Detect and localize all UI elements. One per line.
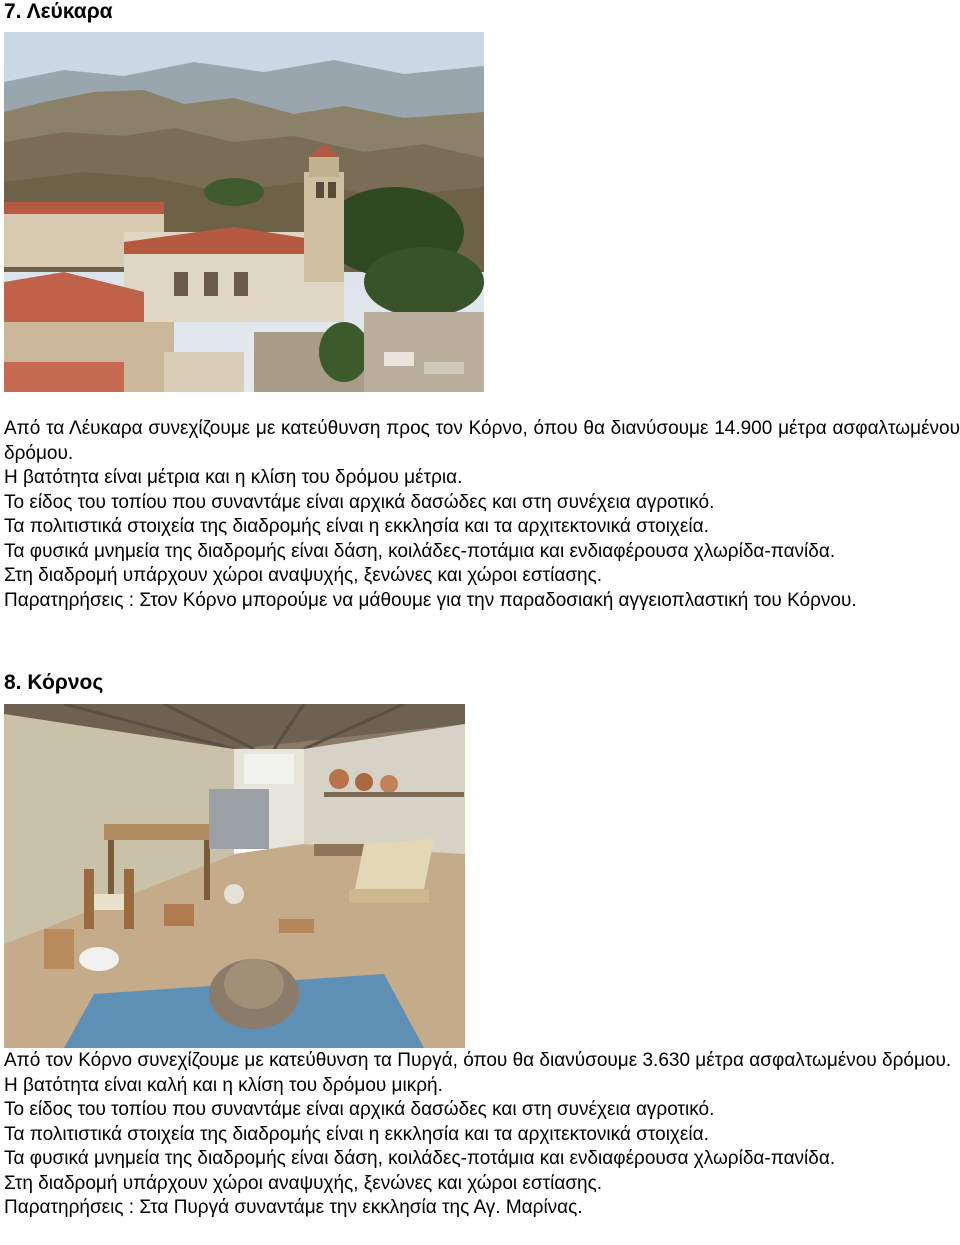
route-distance-line: Από τον Κόρνο συνεχίζουμε με κατεύθυνση τα Πυργά, όπου θα διανύσουμε 3.630 μέτρα ασφαλτωμένου δρόμου. <box>4 1050 952 1071</box>
amenities-line: Στη διαδρομή υπάρχουν χώροι αναψυχής, ξενώνες και χώροι εστίασης. <box>4 565 603 586</box>
road-condition-line: Η βατότητα είναι καλή και η κλίση του δρόμου μικρή. <box>4 1074 443 1096</box>
amenities-line: Στη διαδρομή υπάρχουν χώροι αναψυχής, ξενώνες και χώροι εστίασης. <box>4 1172 603 1194</box>
road-condition-line: Η βατότητα είναι μέτρια και η κλίση του δρόμου μέτρια. <box>4 467 463 488</box>
section-heading-kornos: 8. Κόρνος <box>4 671 104 694</box>
natural-monuments-line: Τα φυσικά μνημεία της διαδρομής είναι δάση, κοιλάδες-ποτάμια και ενδιαφέρουσα χλωρίδα-πανίδα. <box>4 540 836 562</box>
section-text-lefkara <box>4 417 960 613</box>
remarks-line: Παρατηρήσεις : Στα Πυργά συναντάμε την εκκλησία της Αγ. Μαρίνας. <box>4 1197 583 1218</box>
route-distance-line: Από τα Λέυκαρα συνεχίζουμε με κατεύθυνση προς τον Κόρνο, όπου θα διανύσουμε 14.900 μέτρα ασφαλτωμένου δρόμου. <box>4 418 960 464</box>
section-text-kornos <box>4 1049 960 1221</box>
remarks-line: Παρατηρήσεις : Στον Κόρνο μπορούμε να μάθουμε για την παραδοσιακή αγγειοπλαστική του Κόρνου. <box>4 589 857 611</box>
village-photo-icon <box>4 32 484 392</box>
lefkara-village-photo <box>4 32 484 392</box>
pottery-workshop-photo-icon <box>4 704 465 1048</box>
landscape-line: Το είδος του τοπίου που συναντάμε είναι αρχικά δασώδες και στη συνέχεια αγροτικό. <box>4 1099 715 1120</box>
natural-monuments-line: Τα φυσικά μνημεία της διαδρομής είναι δάση, κοιλάδες-ποτάμια και ενδιαφέρουσα χλωρίδα-πανίδα. <box>4 1148 836 1169</box>
landscape-line: Το είδος του τοπίου που συναντάμε είναι αρχικά δασώδες και στη συνέχεια αγροτικό. <box>4 491 715 513</box>
kornos-workshop-photo <box>4 704 465 1048</box>
cultural-line: Τα πολιτιστικά στοιχεία της διαδρομής είναι η εκκλησία και τα αρχιτεκτονικά στοιχεία. <box>4 1123 709 1145</box>
section-heading-lefkara: 7. Λεύκαρα <box>4 0 113 23</box>
cultural-line: Τα πολιτιστικά στοιχεία της διαδρομής είναι η εκκλησία και τα αρχιτεκτονικά στοιχεία. <box>4 516 709 537</box>
